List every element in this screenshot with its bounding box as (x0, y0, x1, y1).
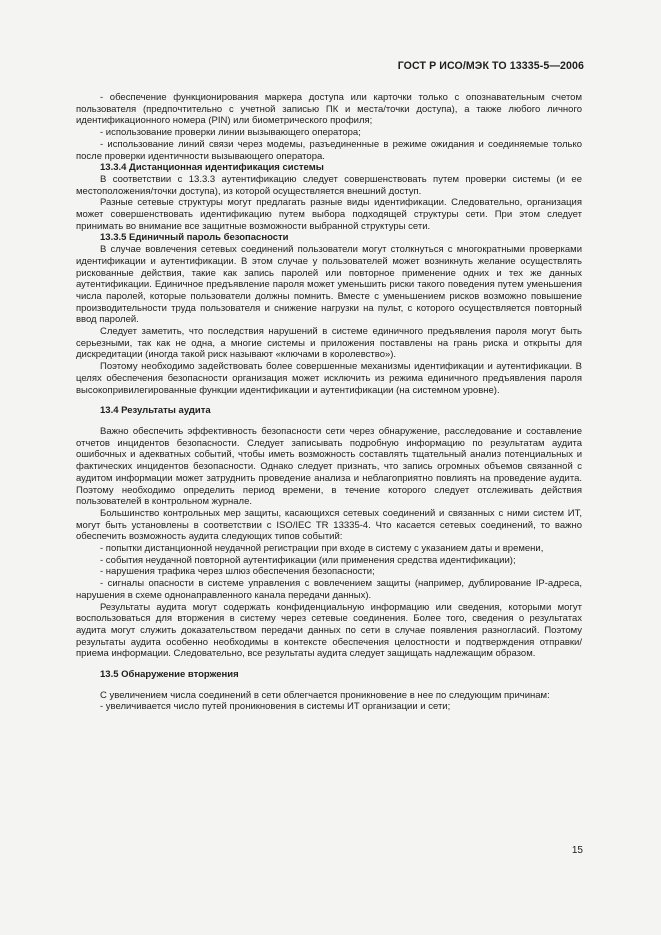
paragraph: С увеличением числа соединений в сети облегчается проникновение в нее по следующим причинам: (100, 689, 550, 701)
paragraph: Важно обеспечить эффективность безопасности сети через обнаружение, расследование и составление отчетов инцидентов безопасности. Следует записывать подробную информацию по результатам аудита ошибочных и адекватных событий, чтобы иметь возможность составлять тщательный анализ потенциальных и фактических инцидентов безопасности. Однако следует признать, что запись огромных объемов связанной с аудитом информации может затруднить проведение анализа и неблагоприятно повлиять на проведение аудита. Поэтому необходимо определить период времени, в течение которого следует отслеживать действия пользователей в контрольном журнале. (76, 425, 582, 508)
paragraph: - увеличивается число путей проникновения в системы ИТ организации и сети; (100, 701, 451, 713)
document-header: ГОСТ Р ИСО/МЭК ТО 13335-5—2006 (397, 60, 584, 72)
paragraph: - события неудачной повторной аутентификации (или применения средства идентификации); (100, 554, 516, 566)
paragraph: Результаты аудита могут содержать конфиденциальную информацию или сведения, которыми могут воспользоваться для вторжения в систему через сетевые соединения. Более того, сведения о результатах аудита могут служить доказательством передачи данных по сети в случае появления разногласий. Поэтому результаты аудита особенно необходимы в контексте обеспечения целостности и подтверждения отправки/приема информации. Следовательно, все результаты аудита следует защищать надлежащим образом. (76, 601, 582, 660)
paragraph: Поэтому необходимо задействовать более совершенные механизмы идентификации и аутентификации. В целях обеспечения безопасности организация может исключить из режима единичного предъявления пароля высокопривилегированные функции идентификации и аутентификации (на системном уровне). (76, 361, 582, 396)
paragraph: - обеспечение функционирования маркера доступа или карточки только с опознавательным счетом пользователя (предпочтительно с учетной записью ПК и места/точки доступа), а также любого личного идентификационного номера (PIN) или биометрического профиля; (76, 92, 582, 127)
section-heading: 13.4 Результаты аудита (100, 405, 211, 417)
paragraph: - использование линий связи через модемы, разъединенные в режиме ожидания и соединяемые только после проверки идентичности вызывающего оператора. (76, 138, 582, 162)
subsection-heading: 13.3.5 Единичный пароль безопасности (100, 232, 289, 244)
subsection-heading: 13.3.4 Дистанционная идентификация системы (100, 162, 324, 174)
paragraph: В случае вовлечения сетевых соединений пользователи могут столкнуться с многократными проверками идентификации и аутентификации. В этом случае у пользователей может возникнуть желание осуществлять рискованные действия, такие как запись паролей или повторное применение одних и тех же данных аутентификации. Единичное предъявление пароля может уменьшить риски такого поведения путем уменьшения числа паролей, которые пользователи должны помнить. Вместе с уменьшением рисков возможно повышение производительности труда пользователя и снижение нагрузки на пульт, с которого осуществляется повторный ввод паролей. (76, 244, 582, 326)
paragraph: Следует заметить, что последствия нарушений в системе единичного предъявления пароля могут быть серьезными, так как не одна, а многие системы и приложения поставлены на грань риска и открыты для дискредитации (иногда такой риск называют «ключами в королевство»). (76, 326, 582, 361)
paragraph: - сигналы опасности в системе управления с вовлечением защиты (например, дублирование IP-адреса, нарушения в схеме однонаправленного канала передачи данных). (76, 578, 582, 601)
section-heading: 13.5 Обнаружение вторжения (100, 669, 239, 681)
document-body (76, 92, 582, 713)
paragraph: В соответствии с 13.3.3 аутентификацию следует совершенствовать путем проверки системы (и ее местоположения/точки доступа), из которой осуществляется внешний доступ. (76, 173, 582, 197)
page-number: 15 (571, 845, 583, 856)
paragraph: Разные сетевые структуры могут предлагать разные виды идентификации. Следовательно, организация может совершенствовать идентификацию путем выбора подходящей структуры сети. При этом следует принимать во внимание все защитные возможности выбранной структуры сети. (76, 197, 582, 232)
paragraph: - нарушения трафика через шлюз обеспечения безопасности; (100, 566, 375, 578)
paragraph: Большинство контрольных мер защиты, касающихся сетевых соединений и связанных с ними систем ИТ, могут быть установлены в соответствии с ISO/IEC TR 13335-4. Что касается сетевых соединений, то важно обеспечить возможность аудита следующих типов событий: (76, 507, 582, 543)
paragraph: - использование проверки линии вызывающего оператора; (100, 127, 361, 139)
paragraph: - попытки дистанционной неудачной регистрации при входе в систему с указанием даты и времени, (100, 543, 544, 555)
